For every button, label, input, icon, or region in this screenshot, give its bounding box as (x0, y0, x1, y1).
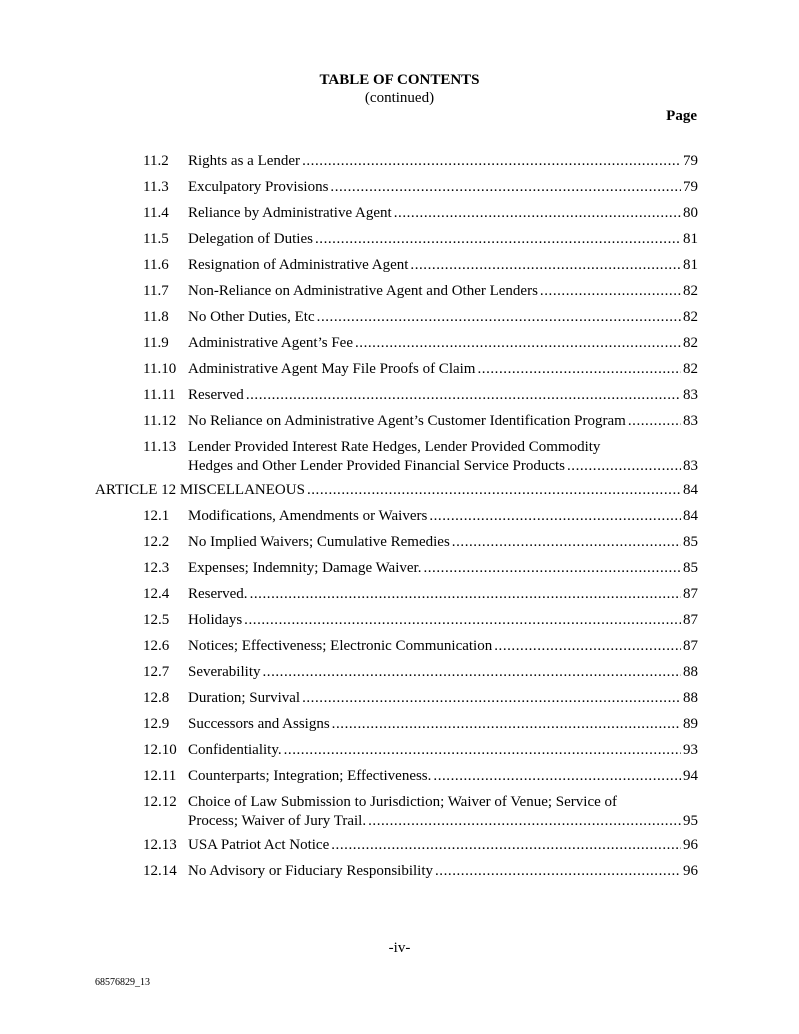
toc-entry-title: Confidentiality. (188, 742, 282, 758)
toc-entry-page: 93 (683, 742, 698, 758)
toc-entry-number: 11.13 (143, 439, 177, 455)
toc-entry-title: No Implied Waivers; Cumulative Remedies (188, 534, 450, 550)
toc-entry-page: 88 (683, 664, 698, 680)
toc-entry-title: Successors and Assigns (188, 716, 330, 732)
toc-entry-page: 95 (683, 813, 698, 829)
toc-entry-number: 12.1 (143, 508, 170, 524)
toc-entry-number: 12.12 (143, 794, 177, 810)
toc-entry-page: 85 (683, 560, 698, 576)
dot-leader (332, 715, 681, 734)
toc-entry-page: 81 (683, 257, 698, 273)
toc-entry-page: 89 (683, 716, 698, 732)
dot-leader (394, 204, 681, 223)
page-column-header: Page (666, 108, 697, 124)
toc-entry-number: 12.8 (143, 690, 170, 706)
toc-entry-page: 79 (683, 153, 698, 169)
toc-entry-page: 83 (683, 458, 698, 474)
toc-entry-number: 11.6 (143, 257, 169, 273)
toc-entry-page: 83 (683, 387, 698, 403)
toc-entry-number: 12.9 (143, 716, 170, 732)
toc-entry-page: 96 (683, 837, 698, 853)
dot-leader (250, 585, 681, 604)
toc-entry-number: 11.8 (143, 309, 169, 325)
toc-entry-title: Administrative Agent May File Proofs of Claim (188, 361, 476, 377)
toc-entry-title: No Advisory or Fiduciary Responsibility (188, 863, 433, 879)
toc-entry-page: 83 (683, 413, 698, 429)
dot-leader (331, 836, 681, 855)
toc-entry-page: 82 (683, 335, 698, 351)
dot-leader (435, 862, 681, 881)
toc-entry-page: 85 (683, 534, 698, 550)
dot-leader (302, 689, 681, 708)
dot-leader (410, 256, 681, 275)
toc-entry-number: 12.2 (143, 534, 170, 550)
toc-entry-title: Administrative Agent’s Fee (188, 335, 353, 351)
dot-leader (355, 334, 681, 353)
toc-entry-number: 11.5 (143, 231, 169, 247)
toc-entry-number: 11.2 (143, 153, 169, 169)
toc-entry-page: 87 (683, 612, 698, 628)
toc-entry-page: 82 (683, 309, 698, 325)
dot-leader (244, 611, 681, 630)
toc-entry-number: 12.11 (143, 768, 177, 784)
toc-entry-title: Duration; Survival (188, 690, 301, 706)
toc-entry-number: 11.11 (143, 387, 176, 403)
dot-leader (307, 481, 681, 500)
dot-leader (284, 741, 681, 760)
toc-entry-page: 96 (683, 863, 698, 879)
dot-leader (262, 663, 681, 682)
toc-entry-number: 12.13 (143, 837, 177, 853)
toc-entry-number: 12.4 (143, 586, 170, 602)
toc-entry-page: 82 (683, 361, 698, 377)
toc-entry-title: Lender Provided Interest Rate Hedges, Lender Provided Commodity (188, 439, 601, 455)
toc-entry-page: 82 (683, 283, 698, 299)
dot-leader (628, 412, 681, 431)
toc-entry-number: 11.4 (143, 205, 169, 221)
dot-leader (423, 559, 681, 578)
toc-entry-title: Non-Reliance on Administrative Agent and Other Lenders (188, 283, 538, 299)
toc-entry-page: 80 (683, 205, 698, 221)
toc-title: TABLE OF CONTENTS (319, 72, 480, 88)
dot-leader (494, 637, 681, 656)
toc-entry-page: 87 (683, 586, 698, 602)
dot-leader (433, 767, 681, 786)
dot-leader (429, 507, 681, 526)
toc-entry-page: 84 (683, 508, 698, 524)
toc-entry-page: 81 (683, 231, 698, 247)
toc-entry-page: 79 (683, 179, 698, 195)
toc-entry-title: Expenses; Indemnity; Damage Waiver. (188, 560, 422, 576)
toc-entry-title: No Reliance on Administrative Agent’s Customer Identification Program (188, 413, 626, 429)
toc-entry-title: Modifications, Amendments or Waivers (188, 508, 428, 524)
toc-entry-number: 12.10 (143, 742, 177, 758)
toc-entry-number: 11.10 (143, 361, 177, 377)
toc-entry-title: Process; Waiver of Jury Trail. (188, 813, 367, 829)
dot-leader (246, 386, 681, 405)
toc-entry-title: Delegation of Duties (188, 231, 313, 247)
dot-leader (315, 230, 681, 249)
toc-entry-page: 88 (683, 690, 698, 706)
toc-entry-title: USA Patriot Act Notice (188, 837, 330, 853)
toc-entry-title: Exculpatory Provisions (188, 179, 329, 195)
dot-leader (302, 152, 681, 171)
toc-entry-title: ARTICLE 12 MISCELLANEOUS (95, 482, 305, 498)
toc-entry-page: 87 (683, 638, 698, 654)
dot-leader (567, 457, 681, 476)
dot-leader (540, 282, 681, 301)
toc-entry-title: Reliance by Administrative Agent (188, 205, 392, 221)
toc-entry-title: Choice of Law Submission to Jurisdiction; Waiver of Venue; Service of (188, 794, 618, 810)
toc-entry-page: 84 (683, 482, 698, 498)
toc-entry-title: Reserved (188, 387, 244, 403)
toc-entry-title: Resignation of Administrative Agent (188, 257, 409, 273)
toc-entry-number: 11.9 (143, 335, 169, 351)
dot-leader (477, 360, 681, 379)
toc-entry-number: 11.12 (143, 413, 177, 429)
toc-entry-title: Notices; Effectiveness; Electronic Communication (188, 638, 493, 654)
toc-entry-title: Holidays (188, 612, 243, 628)
toc-entry-title: Hedges and Other Lender Provided Financial Service Products (188, 458, 565, 474)
dot-leader (330, 178, 681, 197)
document-id: 68576829_13 (95, 977, 150, 988)
toc-entry-title: Counterparts; Integration; Effectiveness. (188, 768, 432, 784)
toc-entry-page: 94 (683, 768, 698, 784)
toc-subtitle: (continued) (364, 90, 435, 106)
dot-leader (368, 812, 681, 831)
toc-entry-number: 12.7 (143, 664, 170, 680)
toc-entry-title: Rights as a Lender (188, 153, 301, 169)
toc-entry-number: 11.3 (143, 179, 169, 195)
toc-entry-number: 12.5 (143, 612, 170, 628)
toc-entry-title: Reserved. (188, 586, 248, 602)
page-number: -iv- (388, 940, 411, 956)
toc-entry-title: No Other Duties, Etc (188, 309, 315, 325)
dot-leader (452, 533, 681, 552)
dot-leader (317, 308, 681, 327)
toc-entry-number: 11.7 (143, 283, 169, 299)
toc-entry-number: 12.3 (143, 560, 170, 576)
toc-entry-title: Severability (188, 664, 261, 680)
toc-entry-number: 12.14 (143, 863, 177, 879)
toc-entry-number: 12.6 (143, 638, 170, 654)
